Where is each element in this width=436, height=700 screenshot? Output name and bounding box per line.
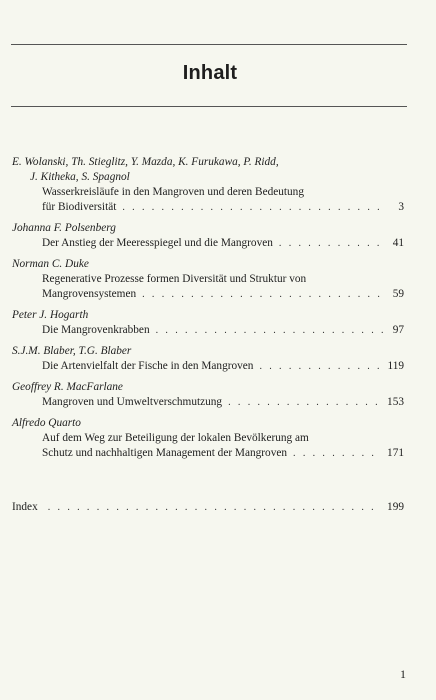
chapter-title-text: Wasserkreisläufe in den Mangroven und deren Bedeutung: [42, 186, 304, 198]
toc-entry-title-line: [12, 395, 404, 410]
toc-entry-authors: Geoffrey R. MacFarlane: [12, 381, 123, 393]
chapter-title-text: Schutz und nachhaltigen Management der Mangroven: [42, 447, 288, 459]
toc-entry-authors: J. Kitheka, S. Spagnol: [30, 171, 130, 183]
chapter-title-text: Die Mangrovenkrabben: [42, 324, 150, 336]
dot-leader: [48, 500, 381, 515]
toc-page-number: 171: [387, 447, 404, 459]
toc-entry-authors: Peter J. Hogarth: [12, 309, 89, 321]
index-label: Index: [12, 501, 38, 513]
dot-leader: [122, 200, 384, 215]
toc-entry-title-line: [12, 200, 404, 215]
toc-entry-title-line: [12, 236, 404, 251]
toc-entry[interactable]: [12, 155, 404, 215]
dot-leader: [293, 446, 381, 461]
table-of-contents: [12, 155, 404, 467]
toc-page-number: 119: [387, 360, 404, 372]
chapter-title-text: Die Artenvielfalt der Fische in den Mangroven: [42, 360, 254, 372]
toc-entry-title-line: [12, 323, 404, 338]
toc-page-number: 153: [387, 396, 404, 408]
chapter-title-text: Mangroven und Umweltverschmutzung: [42, 396, 223, 408]
toc-entry-authors: Johanna F. Polsenberg: [12, 222, 116, 234]
title-underline-rule: [11, 106, 407, 107]
toc-entry[interactable]: [12, 221, 404, 251]
index-entry[interactable]: [12, 500, 404, 515]
toc-entry-authors: Alfredo Quarto: [12, 417, 81, 429]
page-title: Inhalt: [182, 62, 238, 84]
toc-page-number: 41: [392, 237, 404, 249]
chapter-title-text: Auf dem Weg zur Beteiligung der lokalen Bevölkerung am: [42, 432, 309, 444]
toc-page-number: 97: [392, 324, 404, 336]
toc-entry-title-line: [12, 446, 404, 461]
dot-leader: [142, 287, 384, 302]
toc-entry-title-line: [12, 287, 404, 302]
toc-entry-authors: E. Wolanski, Th. Stieglitz, Y. Mazda, K. Furukawa, P. Ridd,: [12, 156, 279, 168]
chapter-title-text: Regenerative Prozesse formen Diversität und Struktur von: [42, 273, 307, 285]
toc-entry[interactable]: [12, 344, 404, 374]
index-page-number: 199: [387, 501, 404, 513]
toc-page-number: 59: [392, 288, 404, 300]
chapter-title-text: für Biodiversität: [42, 201, 117, 213]
toc-entry[interactable]: [12, 416, 404, 461]
dot-leader: [156, 323, 384, 338]
toc-entry[interactable]: [12, 380, 404, 410]
toc-entry-authors: S.J.M. Blaber, T.G. Blaber: [12, 345, 132, 357]
toc-entry[interactable]: [12, 257, 404, 302]
top-rule: [11, 44, 407, 45]
toc-entry[interactable]: [12, 308, 404, 338]
dot-leader: [259, 359, 381, 374]
toc-entry-title-line: [12, 359, 404, 374]
toc-entry-authors: Norman C. Duke: [12, 258, 89, 270]
dot-leader: [279, 236, 384, 251]
page-number: 1: [400, 667, 406, 681]
toc-page-number: 3: [398, 201, 404, 213]
dot-leader: [228, 395, 381, 410]
chapter-title-text: Mangrovensystemen: [42, 288, 137, 300]
chapter-title-text: Der Anstieg der Meeresspiegel und die Mangroven: [42, 237, 273, 249]
